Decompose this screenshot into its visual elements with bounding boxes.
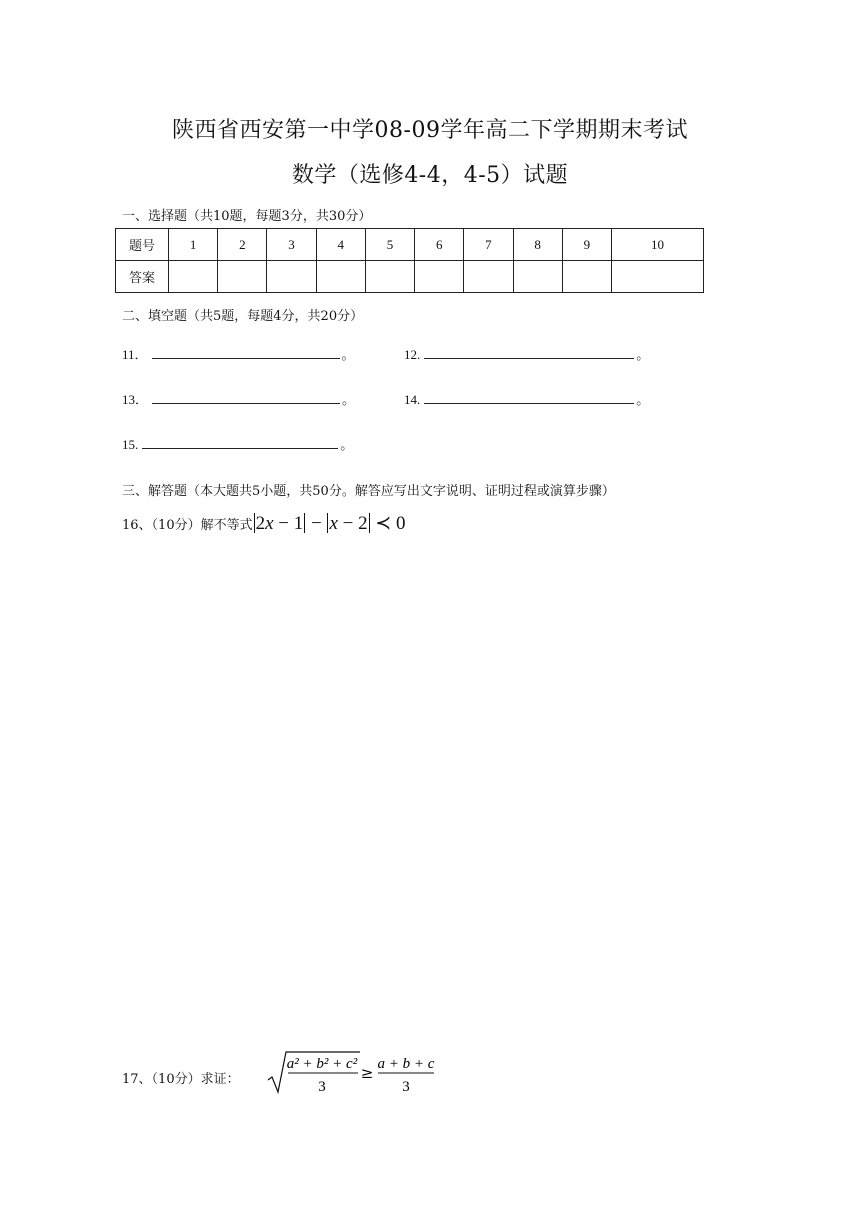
answer-cell[interactable] — [169, 261, 218, 293]
blank-line[interactable] — [152, 391, 340, 404]
q16-var2: x — [329, 513, 338, 534]
answer-cell[interactable] — [316, 261, 365, 293]
blank-end: 。 — [341, 348, 355, 363]
q16-minus: − — [306, 513, 327, 534]
answer-cell[interactable] — [562, 261, 611, 293]
question-16 — [122, 512, 406, 535]
q16-term2: − 2 — [337, 513, 368, 534]
question-number-cell: 10 — [611, 229, 703, 261]
question-17-inequality — [266, 1050, 446, 1100]
question-number-cell: 7 — [464, 229, 513, 261]
q16-var: x — [265, 513, 274, 534]
question-16-inequality — [253, 513, 406, 534]
exam-subtitle: 数学（选修4-4，4-5）试题 — [291, 163, 569, 188]
blank-12 — [404, 344, 649, 363]
blank-15 — [122, 434, 353, 453]
question-number-cell: 9 — [562, 229, 611, 261]
answer-cell[interactable] — [218, 261, 267, 293]
question-number-cell: 5 — [365, 229, 414, 261]
answer-cell[interactable] — [415, 261, 464, 293]
answer-table — [115, 228, 704, 293]
blank-label: 13． — [122, 392, 149, 407]
question-16-label: 16、（10分）解不等式 — [122, 518, 253, 533]
section-choice-heading: 一、选择题（共10题，每题3分，共30分） — [122, 209, 372, 224]
blank-label: 15. — [122, 437, 139, 452]
q16-rel: ≺ 0 — [370, 513, 406, 534]
blank-line[interactable] — [142, 436, 338, 449]
left-denominator: 3 — [318, 1079, 326, 1095]
blank-end: 。 — [342, 393, 356, 408]
right-numerator: a + b + c — [377, 1056, 435, 1072]
question-number-header: 题号 — [116, 229, 169, 261]
question-number-cell: 6 — [415, 229, 464, 261]
question-number-cell: 3 — [267, 229, 316, 261]
question-number-cell: 1 — [169, 229, 218, 261]
exam-title: 陕西省西安第一中学08-09学年高二下学期期末考试 — [172, 118, 688, 143]
section-solve-heading: 三、解答题（本大题共5小题，共50分。解答应写出文字说明、证明过程或演算步骤） — [122, 484, 615, 499]
question-number-cell: 8 — [513, 229, 562, 261]
right-denominator: 3 — [402, 1079, 410, 1095]
q16-term: − 1 — [273, 513, 304, 534]
question-17 — [122, 1056, 435, 1095]
blank-13 — [122, 389, 355, 408]
question-number-cell: 2 — [218, 229, 267, 261]
answer-row — [116, 261, 704, 293]
question-number-cell: 4 — [316, 229, 365, 261]
relation-sign: ≥ — [360, 1064, 374, 1082]
blank-line[interactable] — [424, 391, 634, 404]
question-17-label: 17、（10分）求证： — [122, 1072, 240, 1087]
answer-header: 答案 — [116, 261, 169, 293]
blank-11 — [122, 344, 355, 363]
blank-label: 11． — [122, 347, 148, 362]
answer-cell[interactable] — [611, 261, 703, 293]
blank-14 — [404, 389, 649, 408]
section-fill-heading: 二、填空题（共5题，每题4分，共20分） — [122, 309, 364, 324]
blank-line[interactable] — [424, 346, 634, 359]
blank-end: 。 — [636, 393, 650, 408]
left-numerator: a² + b² + c² — [286, 1056, 358, 1072]
blank-label: 12. — [404, 347, 421, 362]
blank-label: 14. — [404, 392, 421, 407]
answer-cell[interactable] — [513, 261, 562, 293]
answer-cell[interactable] — [267, 261, 316, 293]
blank-end: 。 — [340, 438, 354, 453]
q16-coef: 2 — [255, 513, 266, 534]
blank-line[interactable] — [152, 346, 340, 359]
answer-cell[interactable] — [365, 261, 414, 293]
answer-cell[interactable] — [464, 261, 513, 293]
question-number-row — [116, 229, 704, 261]
blank-end: 。 — [636, 348, 650, 363]
